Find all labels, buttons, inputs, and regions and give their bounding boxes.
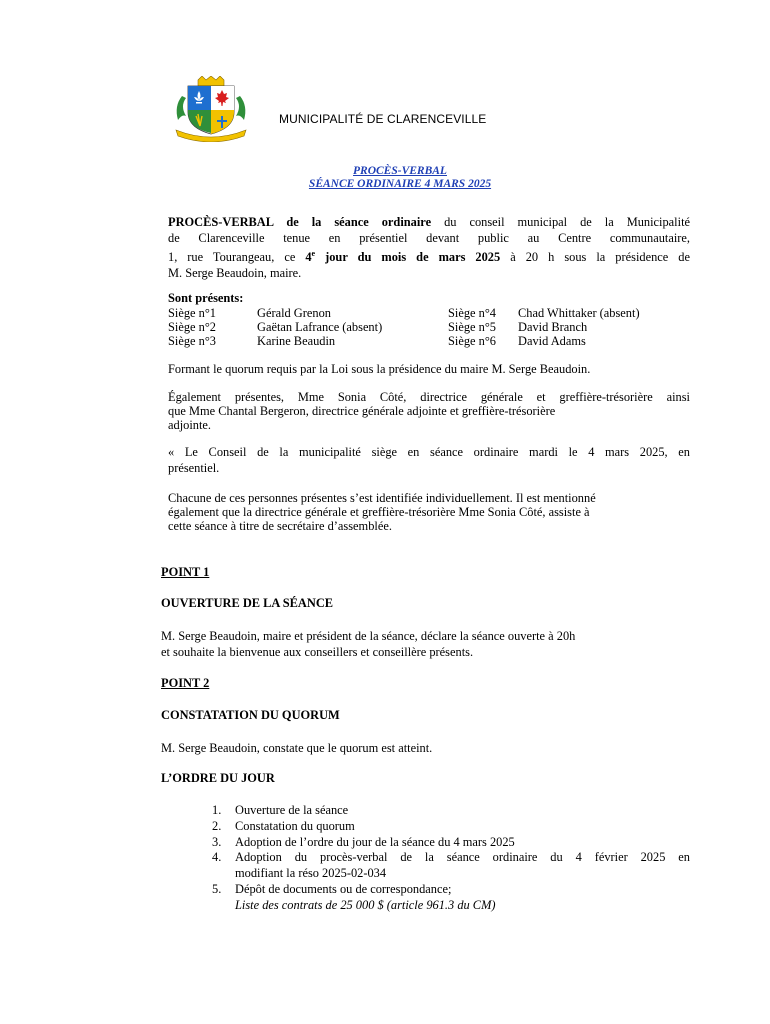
attendance-row — [168, 306, 688, 320]
point-1-heading: OUVERTURE DE LA SÉANCE — [161, 596, 334, 610]
seat-label: Siège n°1 — [168, 306, 216, 320]
list-item: 3. Adoption de l’ordre du jour de la séance du 4 mars 2025 — [212, 834, 515, 849]
point-1-label: POINT 1 — [161, 565, 210, 579]
also-present-paragraph: Également présentes, Mme Sonia Côté, directrice générale et greffière-trésorière ainsi que Mme Chantal Bergeron, directrice générale adjointe et greffière-trésorière adjointe. — [168, 390, 690, 432]
intro-line-4: M. Serge Beaudoin, maire. — [168, 266, 302, 281]
identification-paragraph: Chacune de ces personnes présentes s’est identifiée individuellement. Il est mentionné également que la directrice générale et greffière-trésorière Mme Sonia Côté, assiste à cette séance à titre de secrétaire d’assemblée. — [168, 491, 596, 533]
attendance-list — [168, 306, 688, 348]
seat-label: Siège n°2 — [168, 320, 216, 334]
point-2-label: POINT 2 — [161, 676, 210, 690]
intro-line-2: de Clarenceville tenue en présentiel devant public au Centre communautaire, — [168, 231, 690, 245]
seat-label: Siège n°5 — [448, 320, 496, 334]
point-2-text: M. Serge Beaudoin, constate que le quorum est atteint. — [161, 741, 433, 755]
councillor-name: David Branch — [518, 320, 588, 334]
municipal-crest-logo — [172, 76, 250, 142]
councillor-name: Karine Beaudin — [257, 334, 336, 348]
document-title: PROCÈS-VERBAL — [353, 165, 447, 177]
agenda-heading: L’ORDRE DU JOUR — [161, 771, 275, 785]
councillor-name: Gérald Grenon — [257, 306, 331, 320]
list-item: 4. Adoption du procès-verbal de la séance ordinaire du 4 février 2025 en modifiant la réso 2025-02-034 — [212, 850, 690, 881]
list-item: 5. Dépôt de documents ou de correspondance; Liste des contrats de 25 000 $ (article 961.3 du CM) — [212, 881, 496, 912]
point-1-text: M. Serge Beaudoin, maire et président de la séance, déclare la séance ouverte à 20h et souhaite la bienvenue aux conseillers et conseillère présents. — [161, 629, 576, 659]
point-2-heading: CONSTATATION DU QUORUM — [161, 708, 340, 722]
councillor-name: Chad Whittaker (absent) — [518, 306, 640, 320]
intro-line-3: 1, rue Tourangeau, ce 4e jour du mois de mars 2025 à 20 h sous la présidence de — [168, 249, 690, 265]
attendance-row — [168, 334, 688, 348]
intro-paragraph — [168, 214, 690, 281]
councillor-name: David Adams — [518, 334, 586, 348]
municipality-name: MUNICIPALITÉ DE CLARENCEVILLE — [279, 112, 487, 126]
attendance-heading: Sont présents: — [168, 291, 244, 305]
seat-label: Siège n°4 — [448, 306, 496, 320]
list-item: 2. Constatation du quorum — [212, 818, 355, 833]
agenda-list — [212, 803, 690, 914]
seat-label: Siège n°6 — [448, 334, 496, 348]
session-title: SÉANCE ORDINAIRE 4 MARS 2025 — [308, 178, 492, 190]
councillor-name: Gaëtan Lafrance (absent) — [257, 320, 383, 334]
list-item: 1. Ouverture de la séance — [212, 803, 349, 817]
quorum-statement: Formant le quorum requis par la Loi sous la présidence du maire M. Serge Beaudoin. — [168, 362, 591, 376]
attendance-row — [168, 320, 688, 334]
seat-label: Siège n°3 — [168, 334, 216, 348]
intro-line-1: PROCÈS-VERBAL de la séance ordinaire du conseil municipal de la Municipalité — [168, 215, 691, 229]
council-statement: « Le Conseil de la municipalité siège en séance ordinaire mardi le 4 mars 2025, en présentiel. — [168, 445, 690, 475]
